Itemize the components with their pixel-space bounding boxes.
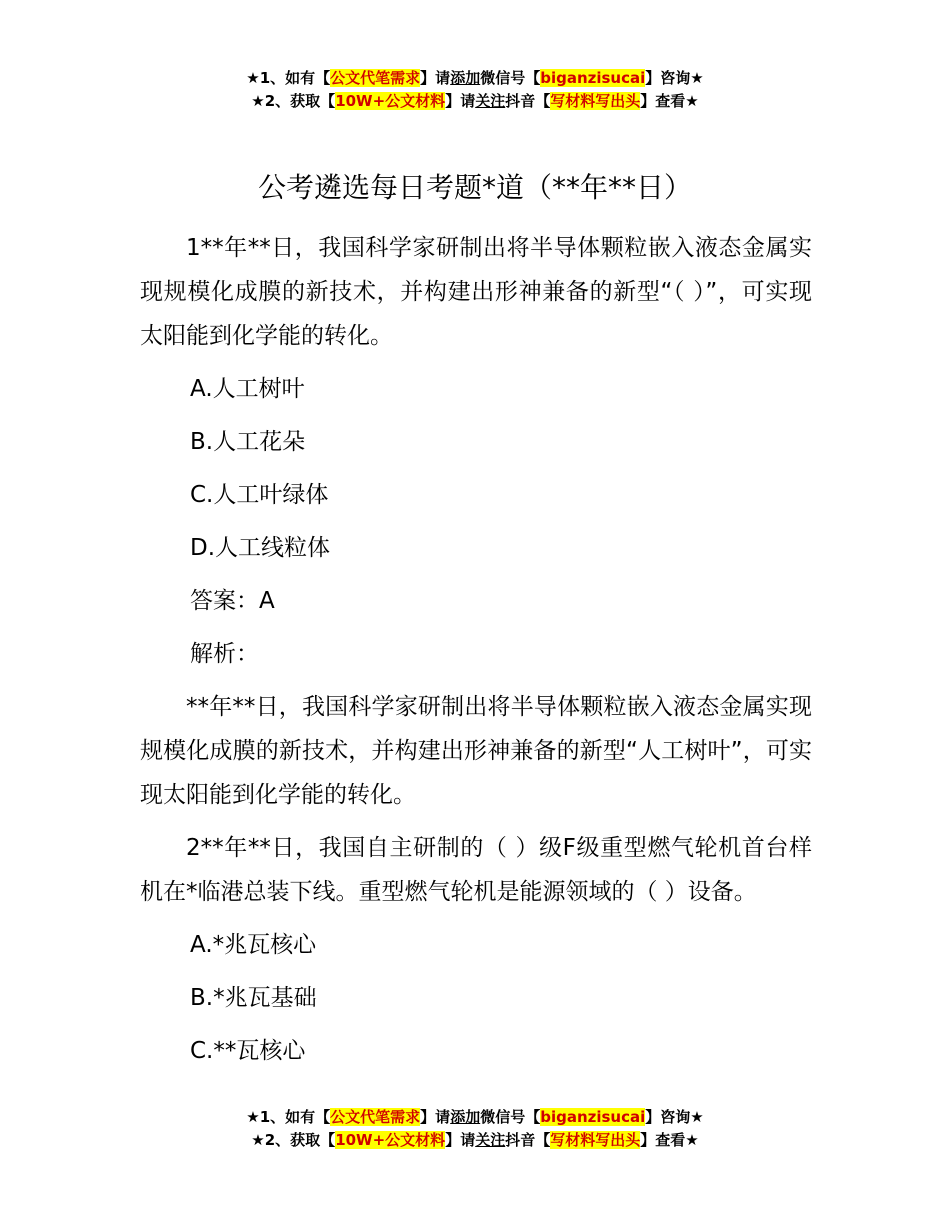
banner-highlight: 10W+公文材料 [335,1131,446,1149]
banner-line-1 [0,1106,950,1129]
header-banner [0,67,950,113]
footer-banner [0,1106,950,1152]
question-2-option-c: C.**瓦核心 [190,1038,306,1064]
question-1-stem: 1**年**日，我国科学家研制出将半导体颗粒嵌入液态金属实现规模化成膜的新技术，并构建出形神兼备的新型“（ ）”，可实现太阳能到化学能的转化。 [140,235,812,349]
banner-underline: 关注 [475,92,506,110]
banner-text: 微信号【 [480,69,541,87]
banner-highlight: biganzisucai [540,69,646,87]
banner-highlight: biganzisucai [540,1108,646,1126]
question-1-option-c: C.人工叶绿体 [190,482,329,508]
banner-text: ★1、如有【 [246,69,331,87]
question-1-option-a: A.人工树叶 [190,376,305,402]
banner-highlight: 写材料写出头 [550,1131,641,1149]
banner-text: 】请 [420,1108,451,1126]
question-1-option-d: D.人工线粒体 [190,535,331,561]
banner-line-2 [0,1129,950,1152]
question-1-analysis-label: 解析： [190,641,259,667]
banner-text: 】咨询★ [645,69,704,87]
banner-text: 抖音【 [505,1131,551,1149]
banner-text: 】查看★ [640,1131,699,1149]
banner-text: ★2、获取【 [251,1131,336,1149]
banner-underline: 添加 [450,1108,481,1126]
banner-highlight: 公文代笔需求 [330,1108,421,1126]
banner-line-2 [0,90,950,113]
banner-line-1 [0,67,950,90]
question-2-stem: 2**年**日，我国自主研制的（ ）级F级重型燃气轮机首台样机在*临港总装下线。重型燃气轮机是能源领域的（ ）设备。 [140,835,812,905]
document-body [140,226,812,1082]
question-1-analysis: **年**日，我国科学家研制出将半导体颗粒嵌入液态金属实现规模化成膜的新技术，并构建出形神兼备的新型“人工树叶”，可实现太阳能到化学能的转化。 [140,694,812,808]
banner-text: 】咨询★ [645,1108,704,1126]
question-2-option-a: A.*兆瓦核心 [190,932,317,958]
banner-text: 】查看★ [640,92,699,110]
banner-text: 】请 [445,1131,476,1149]
question-1-option-b: B.人工花朵 [190,429,306,455]
question-2-option-b: B.*兆瓦基础 [190,985,317,1011]
banner-text: 】请 [420,69,451,87]
question-1-answer: 答案：A [190,588,275,614]
banner-underline: 关注 [475,1131,506,1149]
banner-underline: 添加 [450,69,481,87]
banner-text: ★1、如有【 [246,1108,331,1126]
banner-highlight: 公文代笔需求 [330,69,421,87]
banner-text: ★2、获取【 [251,92,336,110]
document-title: 公考遴选每日考题*道（**年**日） [257,171,692,204]
banner-highlight: 10W+公文材料 [335,92,446,110]
banner-text: 微信号【 [480,1108,541,1126]
banner-highlight: 写材料写出头 [550,92,641,110]
banner-text: 抖音【 [505,92,551,110]
banner-text: 】请 [445,92,476,110]
